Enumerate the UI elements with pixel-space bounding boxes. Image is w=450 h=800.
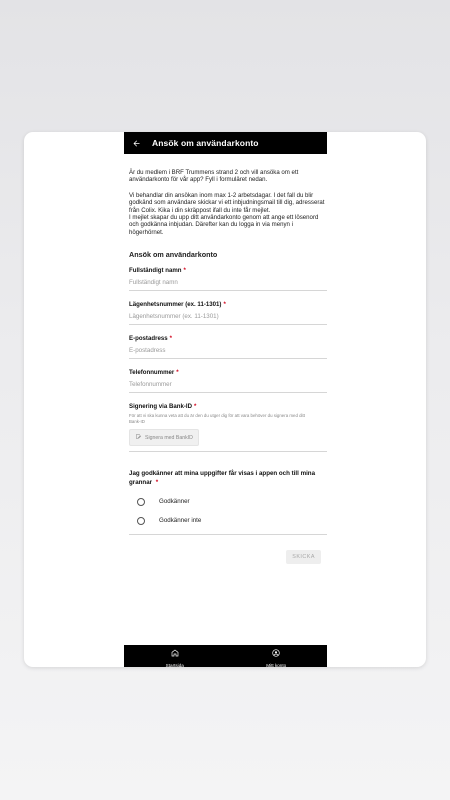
consent-option-label: Godkänner (159, 498, 190, 506)
required-marker: * (176, 369, 179, 377)
phone-input[interactable] (129, 380, 327, 389)
submit-button[interactable]: SKICKA (286, 550, 321, 564)
top-app-bar (124, 132, 327, 154)
intro-text (129, 169, 327, 236)
required-marker: * (169, 335, 172, 343)
phone-label: Telefonnummer (129, 369, 175, 377)
nav-item-home[interactable] (145, 644, 205, 667)
apartment-number-input[interactable] (129, 312, 327, 321)
app-frame (24, 132, 426, 667)
intro-paragraph-1: Är du medlem i BRF Trummens strand 2 och vill ansöka om ett användarkonto för vår app? Fyll i formuläret nedan. (129, 169, 299, 184)
consent-group (129, 469, 327, 535)
bankid-help-text: För att vi ska kunna veta att du är den du utger dig för att vara behöver du signera med ditt Bank-ID (129, 413, 305, 424)
full-name-input[interactable] (129, 278, 327, 287)
bankid-field (129, 403, 327, 452)
account-circle-icon (272, 644, 280, 662)
signature-icon (135, 433, 142, 442)
page-title: Ansök om användarkonto (152, 138, 259, 148)
bottom-navigation (124, 645, 327, 667)
nav-item-account[interactable] (246, 644, 306, 667)
required-marker: * (223, 301, 226, 309)
arrow-left-icon[interactable] (125, 132, 147, 154)
required-marker: * (183, 267, 186, 275)
sign-bankid-label: Signera med BankID (145, 434, 193, 441)
nav-item-label: Startsida (165, 663, 184, 667)
intro-paragraph-2: Vi behandlar din ansökan inom max 1-2 arbetsdagar. I det fall du blir godkänd som användare skickar vi ett inbjudningsmail till dig, adresserat från Colix. Kika i din skräppost ifall du inte får mejlet. I mejlet skapar du upp ditt användarkonto genom att ange ett lösenord och godkänna inbjudan. Därefter kan du logga in via menyn i högerhörnet. (129, 191, 325, 236)
radio-button[interactable] (137, 517, 145, 525)
full-name-label: Fullständigt namn (129, 267, 182, 275)
email-label: E-postadress (129, 335, 168, 343)
form-content (129, 169, 327, 564)
consent-question: Jag godkänner att mina uppgifter får visas i appen och till mina grannar (129, 470, 316, 487)
required-marker: * (155, 479, 159, 487)
full-name-field (129, 267, 327, 291)
email-field (129, 335, 327, 359)
bankid-label: Signering via Bank-ID (129, 403, 192, 411)
consent-option-decline[interactable] (137, 511, 327, 530)
radio-button[interactable] (137, 498, 145, 506)
home-icon (171, 644, 179, 662)
submit-row (129, 545, 327, 564)
consent-option-approve[interactable] (137, 492, 327, 511)
consent-option-label: Godkänner inte (159, 517, 202, 525)
phone-field (129, 369, 327, 393)
sign-bankid-button[interactable] (129, 429, 199, 446)
nav-item-label: Mitt konto (266, 663, 287, 667)
apartment-number-label: Lägenhetsnummer (ex. 11-1301) (129, 301, 222, 309)
required-marker: * (193, 403, 197, 411)
email-input[interactable] (129, 346, 327, 355)
form-section-title: Ansök om användarkonto (129, 250, 218, 260)
apartment-number-field (129, 301, 327, 325)
